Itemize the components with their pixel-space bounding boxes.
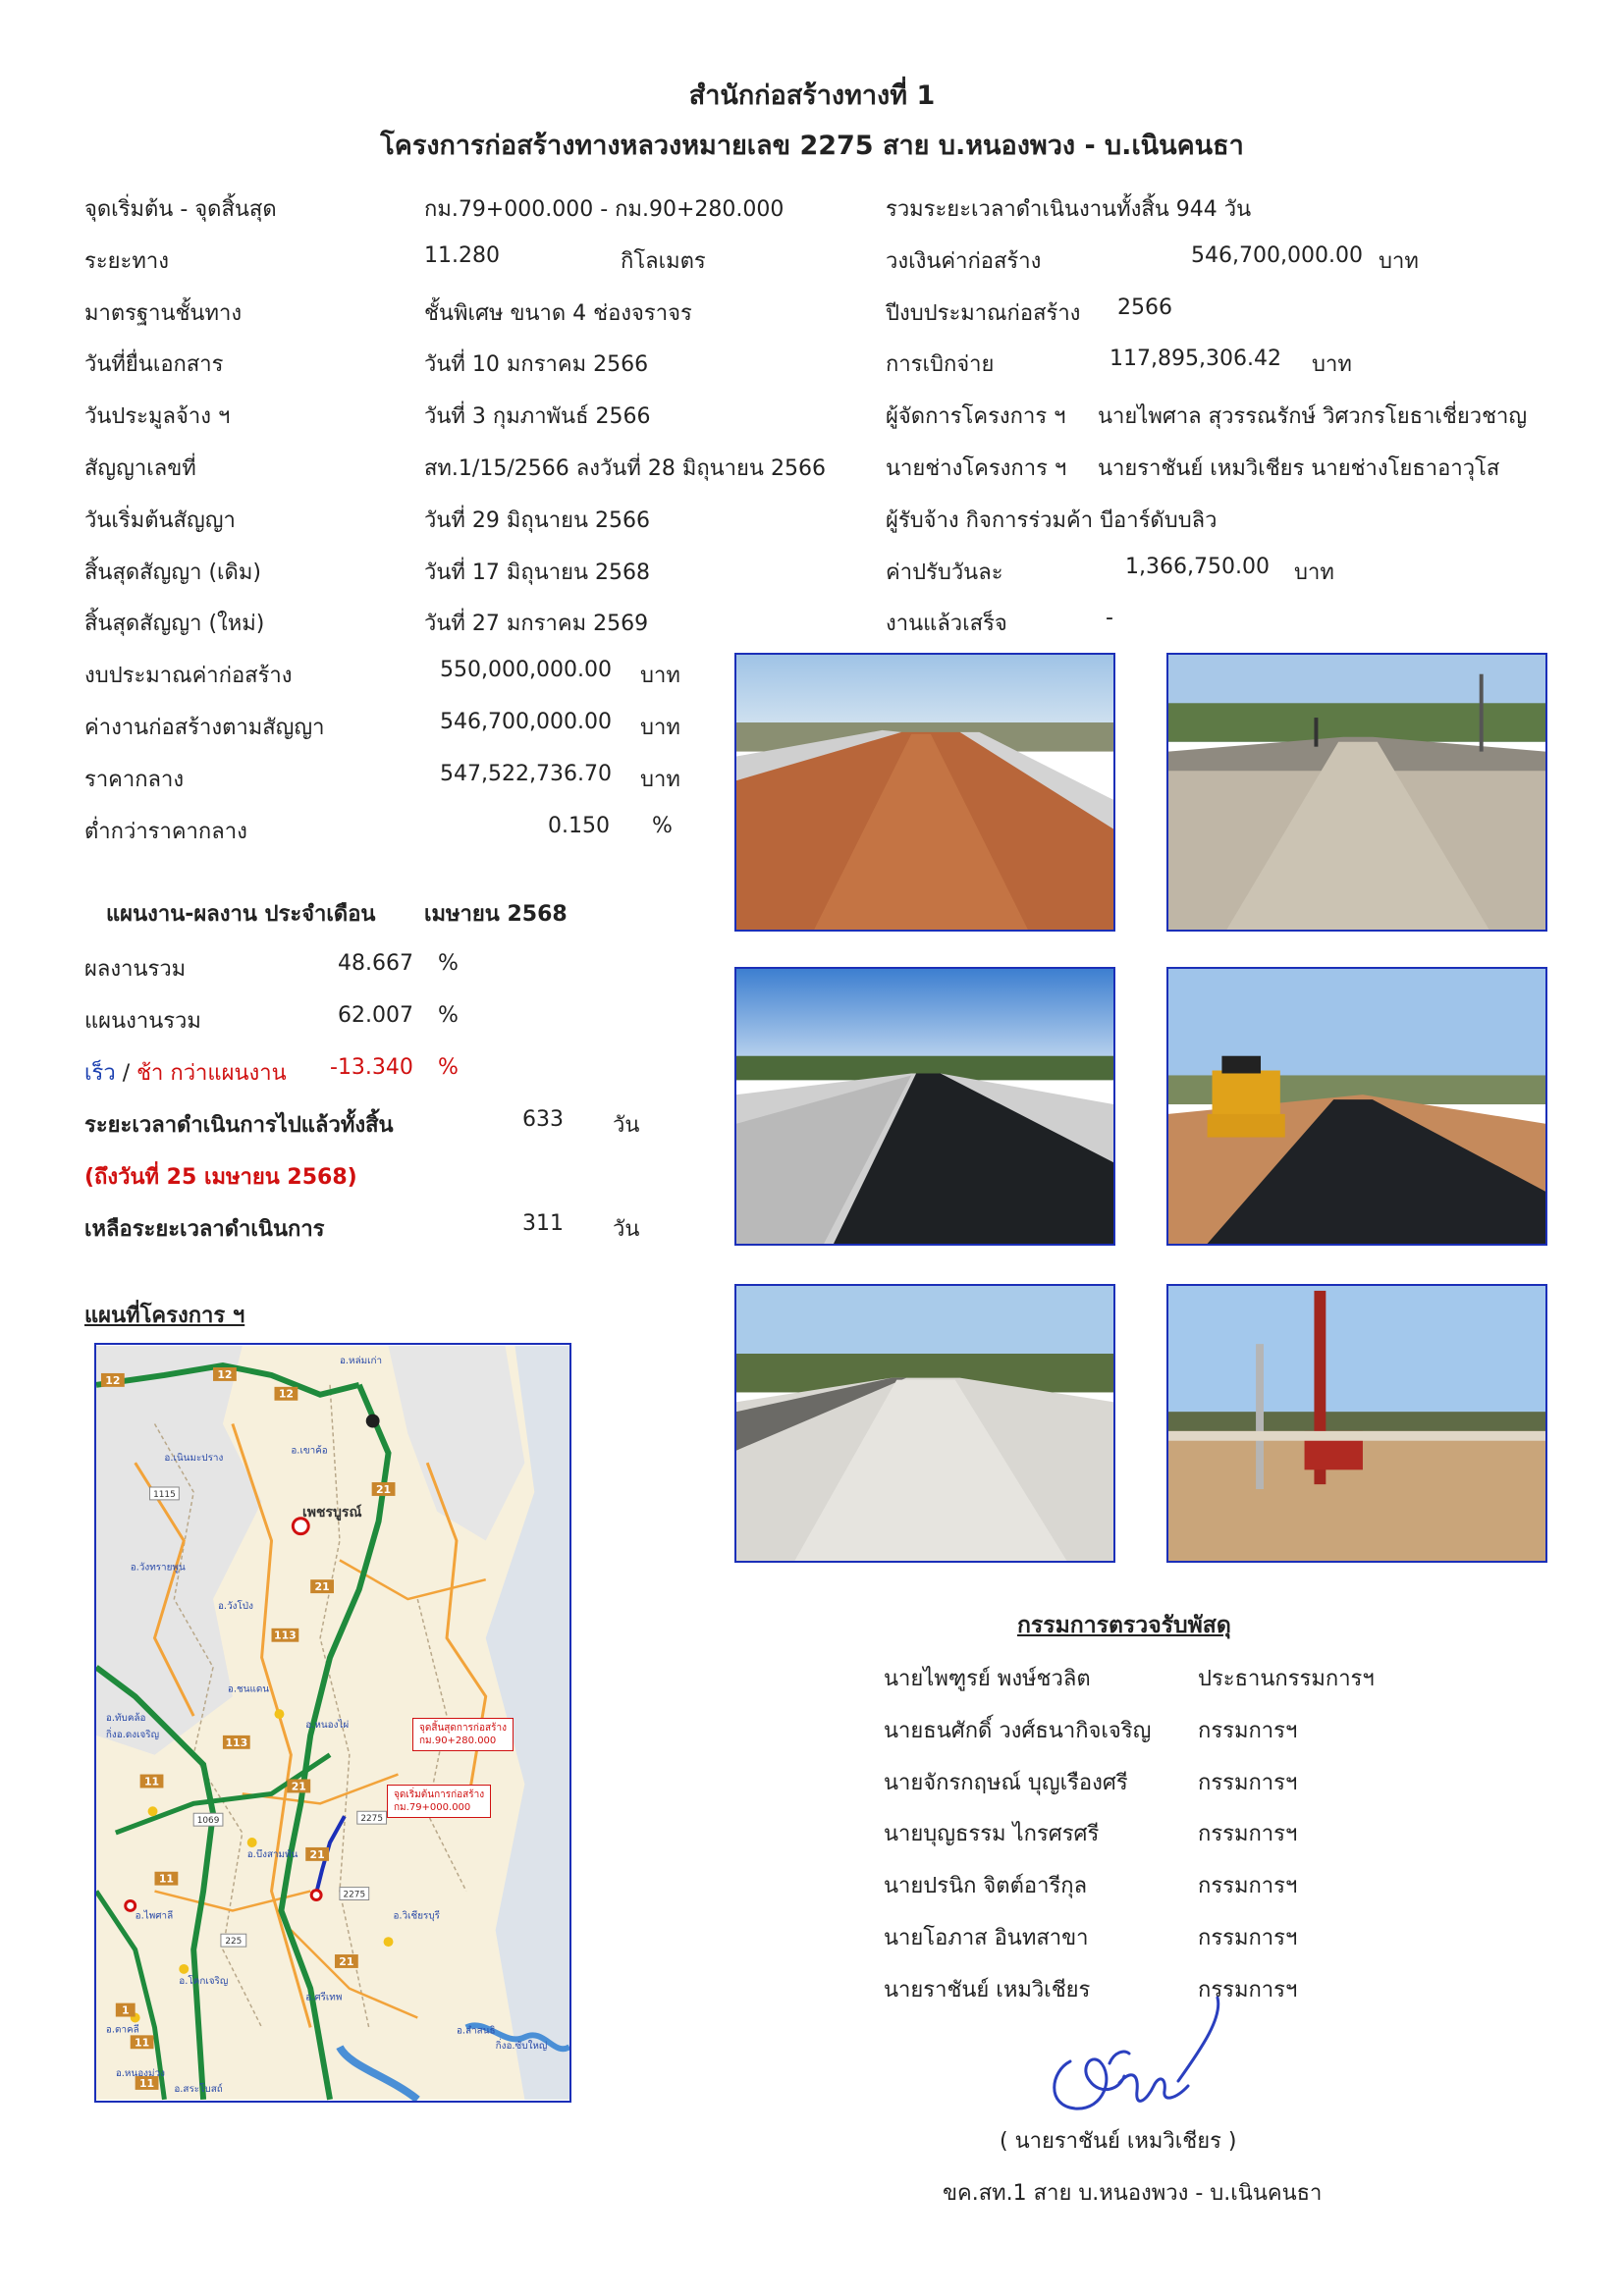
committee-heading: กรรมการตรวจรับพัสดุ <box>1017 1613 1231 1638</box>
unit-budget: บาท <box>640 664 680 688</box>
signature-image <box>1031 1993 1247 2130</box>
value-contract-end-new: วันที่ 27 มกราคม 2569 <box>424 612 649 636</box>
svg-text:113: 113 <box>225 1735 248 1749</box>
unit-median-price: บาท <box>640 768 680 792</box>
label-contract-end-new: สิ้นสุดสัญญา (ใหม่) <box>84 612 265 636</box>
value-median-price: 547,522,736.70 <box>440 762 612 786</box>
map-city-label: เพชรบูรณ์ <box>302 1505 362 1521</box>
value-bid-date: วันที่ 3 กุมภาพันธ์ 2566 <box>424 404 651 429</box>
label-elapsed: ระยะเวลาดำเนินการไปแล้วทั้งสิ้น <box>84 1113 394 1138</box>
label-contract-start: วันเริ่มต้นสัญญา <box>84 508 236 533</box>
value-contract-start: วันที่ 29 มิถุนายน 2566 <box>424 508 651 533</box>
svg-text:อ.ลำสนธิ: อ.ลำสนธิ <box>456 2025 496 2037</box>
value-fiscal-year: 2566 <box>1117 295 1172 320</box>
unit-disbursement: บาท <box>1312 352 1352 377</box>
label-daily-fine: ค่าปรับวันละ <box>886 561 1003 585</box>
value-below-median: 0.150 <box>548 814 610 838</box>
svg-text:11: 11 <box>143 1775 160 1789</box>
label-contract-no: สัญญาเลขที่ <box>84 456 196 481</box>
svg-text:อ.วังทรายพูน: อ.วังทรายพูน <box>130 1562 186 1574</box>
project-map <box>94 1343 571 2103</box>
svg-text:12: 12 <box>105 1373 121 1387</box>
svg-text:กิ่งอ.ซับใหญ่: กิ่งอ.ซับใหญ่ <box>495 2041 548 2053</box>
committee-member-name: นายไพฑูรย์ พงษ์ชวลิต <box>884 1667 1091 1691</box>
photo-gravel-road <box>1166 653 1547 932</box>
svg-text:1: 1 <box>121 2003 130 2017</box>
svg-text:225: 225 <box>225 1937 243 1948</box>
unit-actual-progress: % <box>438 951 459 976</box>
svg-text:อ.หนองม่วง: อ.หนองม่วง <box>115 2068 165 2080</box>
photo-dirt-road <box>734 653 1115 932</box>
svg-text:2275: 2275 <box>360 1814 384 1825</box>
label-submission-date: วันที่ยื่นเอกสาร <box>84 352 224 377</box>
svg-text:อ.วิเชียรบุรี: อ.วิเชียรบุรี <box>393 1910 441 1922</box>
as-of-date: (ถึงวันที่ 25 เมษายน 2568) <box>84 1165 357 1190</box>
value-contract-no: สท.1/15/2566 ลงวันที่ 28 มิถุนายน 2566 <box>424 456 826 481</box>
svg-text:21: 21 <box>309 1847 325 1861</box>
svg-text:อ.ทับคล้อ: อ.ทับคล้อ <box>105 1713 146 1725</box>
unit-elapsed: วัน <box>613 1113 640 1138</box>
label-completed: งานแล้วเสร็จ <box>886 612 1007 636</box>
svg-text:2275: 2275 <box>343 1890 366 1900</box>
svg-text:อ.ชนแดน: อ.ชนแดน <box>227 1683 270 1695</box>
unit-distance: กิโลเมตร <box>621 249 706 274</box>
label-median-price: ราคากลาง <box>84 768 185 792</box>
svg-text:11: 11 <box>158 1872 174 1886</box>
photo-road-roller <box>1166 967 1547 1246</box>
committee-member-name: นายโอภาส อินทสาขา <box>884 1926 1089 1950</box>
label-project-engineer: นายช่างโครงการ ฯ <box>886 456 1067 481</box>
committee-member-name: นายราชันย์ เหมวิเชียร <box>884 1978 1091 2002</box>
value-remaining: 311 <box>522 1211 564 1236</box>
signature-name: ( นายราชันย์ เหมวิเชียร ) <box>1000 2129 1237 2154</box>
svg-text:21: 21 <box>291 1780 306 1793</box>
label-variance-fast: เร็ว <box>84 1061 116 1086</box>
map-end-callout-title: จุดสิ้นสุดการก่อสร้าง <box>419 1723 507 1734</box>
svg-text:อ.โคกเจริญ: อ.โคกเจริญ <box>179 1975 229 1987</box>
committee-member-role: ประธานกรรมการฯ <box>1198 1667 1375 1691</box>
value-actual-progress: 48.667 <box>338 951 413 976</box>
unit-below-median: % <box>652 814 673 838</box>
progress-month: เมษายน 2568 <box>424 902 568 927</box>
map-start-callout <box>387 1785 491 1818</box>
label-variance <box>84 1055 287 1090</box>
label-disbursement: การเบิกจ่าย <box>886 352 995 377</box>
svg-text:อ.ศรีเทพ: อ.ศรีเทพ <box>305 1992 343 2003</box>
photo-asphalt-road <box>734 967 1115 1246</box>
committee-member-role: กรรมการฯ <box>1198 1822 1298 1846</box>
svg-text:1069: 1069 <box>196 1816 220 1827</box>
unit-variance: % <box>438 1055 459 1080</box>
label-contract-end-old: สิ้นสุดสัญญา (เดิม) <box>84 561 261 585</box>
value-contract-value: 546,700,000.00 <box>440 710 612 734</box>
value-submission-date: วันที่ 10 มกราคม 2566 <box>424 352 649 377</box>
label-road-standard: มาตรฐานชั้นทาง <box>84 301 243 326</box>
svg-text:อ.หล่มเก่า: อ.หล่มเก่า <box>339 1356 383 1367</box>
committee-member-name: นายบุญธรรม ไกรศรศรี <box>884 1822 1100 1846</box>
unit-construction-budget: บาท <box>1379 249 1419 274</box>
svg-text:อ.เนินมะปราง: อ.เนินมะปราง <box>164 1453 224 1465</box>
project-title: โครงการก่อสร้างทางหลวงหมายเลข 2275 สาย บ.หนองพวง - บ.เนินคนธา <box>380 131 1244 161</box>
label-bid-date: วันประมูลจ้าง ฯ <box>84 404 231 429</box>
svg-text:21: 21 <box>339 1954 354 1968</box>
map-heading: แผนที่โครงการ ฯ <box>84 1304 245 1328</box>
label-variance-slow: ช้า กว่าแผนงาน <box>136 1061 287 1086</box>
svg-text:12: 12 <box>278 1387 294 1401</box>
label-contractor: ผู้รับจ้าง กิจการร่วมค้า บีอาร์ดับบลิว <box>886 508 1218 533</box>
svg-text:อ.ตาคลี: อ.ตาคลี <box>105 2024 139 2036</box>
value-planned-progress: 62.007 <box>338 1003 413 1028</box>
label-planned-progress: แผนงานรวม <box>84 1009 201 1034</box>
unit-contract-value: บาท <box>640 716 680 740</box>
unit-planned-progress: % <box>438 1003 459 1028</box>
value-project-engineer: นายราชันย์ เหมวิเชียร นายช่างโยธาอาวุโส <box>1098 456 1500 481</box>
value-daily-fine: 1,366,750.00 <box>1125 555 1270 579</box>
value-construction-budget: 546,700,000.00 <box>1191 243 1363 268</box>
committee-member-name: นายปรนิก จิตต์อารีกุล <box>884 1874 1088 1898</box>
value-completed: - <box>1106 606 1113 630</box>
progress-heading: แผนงาน-ผลงาน ประจำเดือน <box>106 902 376 927</box>
svg-text:113: 113 <box>274 1629 297 1642</box>
value-budget: 550,000,000.00 <box>440 658 612 682</box>
committee-member-role: กรรมการฯ <box>1198 1926 1298 1950</box>
value-variance: -13.340 <box>330 1055 413 1080</box>
photo-piling-rig <box>1166 1284 1547 1563</box>
value-project-manager: นายไพศาล สุวรรณรักษ์ วิศวกรโยธาเชี่ยวชาญ <box>1098 404 1528 429</box>
map-end-callout <box>412 1718 514 1751</box>
committee-member-role: กรรมการฯ <box>1198 1874 1298 1898</box>
map-start-callout-title: จุดเริ่มต้นการก่อสร้าง <box>394 1789 485 1800</box>
value-disbursement: 117,895,306.42 <box>1110 347 1281 371</box>
label-distance: ระยะทาง <box>84 249 169 274</box>
svg-text:11: 11 <box>135 2036 150 2050</box>
value-contract-end-old: วันที่ 17 มิถุนายน 2568 <box>424 561 651 585</box>
signature-position: ขค.สท.1 สาย บ.หนองพวง - บ.เนินคนธา <box>943 2181 1323 2206</box>
committee-member-role: กรรมการฯ <box>1198 1771 1298 1795</box>
label-budget: งบประมาณค่าก่อสร้าง <box>84 664 293 688</box>
committee-member-name: นายจักรกฤษณ์ บุญเรืองศรี <box>884 1771 1128 1795</box>
committee-member-name: นายธนศักดิ์ วงศ์ธนากิจเจริญ <box>884 1719 1152 1743</box>
label-remaining: เหลือระยะเวลาดำเนินการ <box>84 1217 325 1242</box>
unit-daily-fine: บาท <box>1294 561 1334 585</box>
label-project-manager: ผู้จัดการโครงการ ฯ <box>886 404 1066 429</box>
value-distance: 11.280 <box>424 243 500 268</box>
office-title: สำนักก่อสร้างทางที่ 1 <box>688 80 936 111</box>
svg-text:อ.วังโป่ง: อ.วังโป่ง <box>217 1600 253 1612</box>
label-actual-progress: ผลงานรวม <box>84 957 187 982</box>
svg-text:อ.สระโบสถ์: อ.สระโบสถ์ <box>174 2083 223 2095</box>
svg-text:อ.หนองไผ่: อ.หนองไผ่ <box>305 1719 350 1731</box>
label-start-end: จุดเริ่มต้น - จุดสิ้นสุด <box>84 197 277 222</box>
label-contract-value: ค่างานก่อสร้างตามสัญญา <box>84 716 325 740</box>
svg-text:1115: 1115 <box>153 1489 176 1500</box>
map-start-callout-km: กม.79+000.000 <box>394 1802 471 1813</box>
committee-member-role: กรรมการฯ <box>1198 1978 1298 2002</box>
svg-text:12: 12 <box>217 1367 233 1381</box>
unit-remaining: วัน <box>613 1217 640 1242</box>
svg-text:กิ่งอ.ดงเจริญ: กิ่งอ.ดงเจริญ <box>105 1729 160 1740</box>
svg-text:21: 21 <box>314 1580 330 1594</box>
svg-text:21: 21 <box>375 1482 392 1496</box>
value-elapsed: 633 <box>522 1107 564 1132</box>
label-variance-sep: / <box>115 1061 137 1086</box>
label-fiscal-year: ปีงบประมาณก่อสร้าง <box>886 301 1081 326</box>
label-construction-budget: วงเงินค่าก่อสร้าง <box>886 249 1042 274</box>
label-below-median: ต่ำกว่าราคากลาง <box>84 820 247 844</box>
value-road-standard: ชั้นพิเศษ ขนาด 4 ช่องจราจร <box>424 301 692 326</box>
value-start-end: กม.79+000.000 - กม.90+280.000 <box>424 197 785 222</box>
map-end-callout-km: กม.90+280.000 <box>419 1735 497 1746</box>
label-total-duration: รวมระยะเวลาดำเนินงานทั้งสิ้น 944 วัน <box>886 197 1252 222</box>
svg-text:11: 11 <box>138 2076 155 2090</box>
svg-text:อ.บึงสามพัน: อ.บึงสามพัน <box>246 1848 298 1860</box>
svg-text:อ.ไพศาลี: อ.ไพศาลี <box>135 1910 174 1922</box>
svg-text:อ.เขาค้อ: อ.เขาค้อ <box>291 1445 328 1457</box>
photo-concrete-road <box>734 1284 1115 1563</box>
committee-member-role: กรรมการฯ <box>1198 1719 1298 1743</box>
